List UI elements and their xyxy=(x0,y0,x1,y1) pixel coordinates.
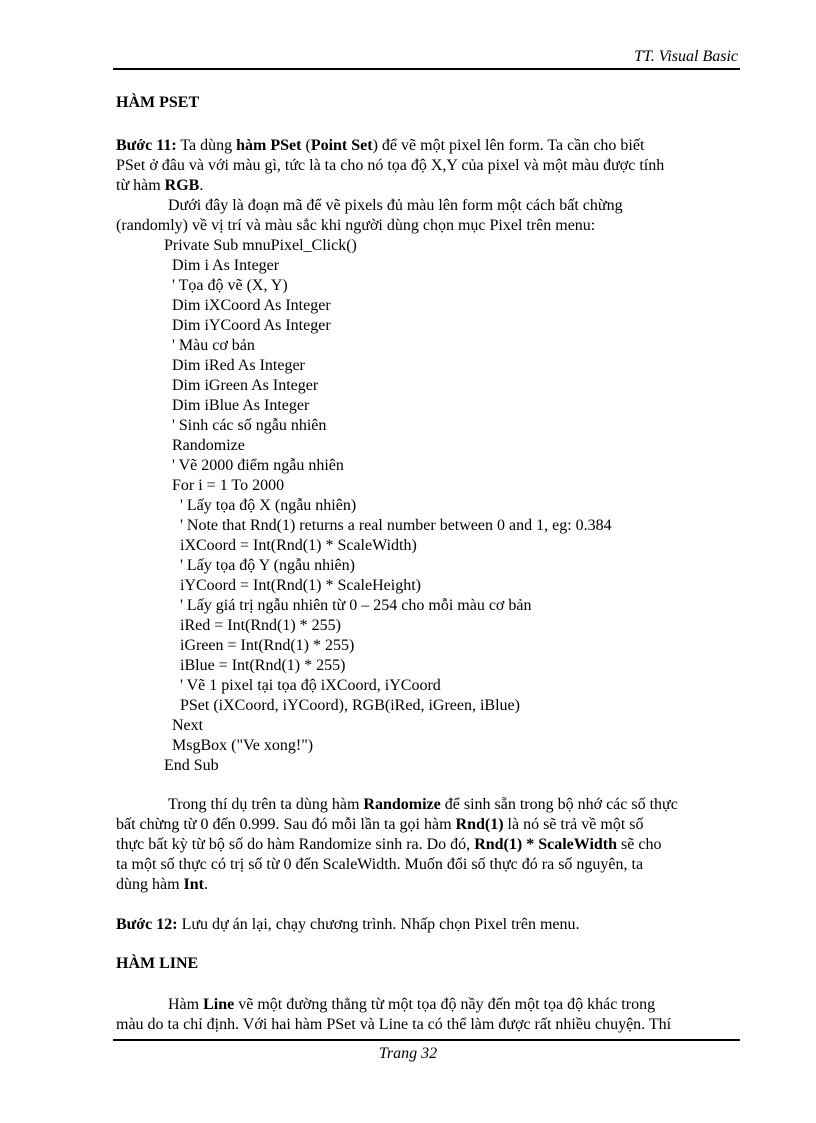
explanation-line-5-end: . xyxy=(204,876,208,893)
step-12-text: Lưu dự án lại, chạy chương trình. Nhấp chọn Pixel trên menu. xyxy=(177,916,580,933)
step-11-line-3-text: từ hàm xyxy=(116,177,165,194)
code-line: ' Lấy tọa độ Y (ngẫu nhiên) xyxy=(164,557,355,574)
code-line: MsgBox ("Ve xong!") xyxy=(164,737,314,754)
explanation-int: Int xyxy=(183,876,204,893)
code-line: Dim iYCoord As Integer xyxy=(164,317,331,334)
code-line: ' Vẽ 1 pixel tại tọa độ iXCoord, iYCoord xyxy=(164,677,441,694)
code-line: iRed = Int(Rnd(1) * 255) xyxy=(164,617,341,634)
explanation-rnd: Rnd(1) xyxy=(455,816,504,833)
explanation-line-2 xyxy=(116,815,740,835)
code-line: Dim iGreen As Integer xyxy=(164,377,319,394)
heading-pset: HÀM PSET xyxy=(116,94,200,111)
line-para-text-1: Hàm xyxy=(168,996,204,1013)
code-block xyxy=(164,236,788,776)
code-line: ' Note that Rnd(1) returns a real number between 0 and 1, eg: 0.384 xyxy=(164,517,612,534)
code-line: Dim iBlue As Integer xyxy=(164,397,310,414)
explanation-line-4: ta một số thực có trị số từ 0 đến ScaleWidth. Muốn đổi số thực đó ra số nguyên, ta xyxy=(116,856,644,873)
code-line: iXCoord = Int(Rnd(1) * ScaleWidth) xyxy=(164,537,417,554)
code-line: iYCoord = Int(Rnd(1) * ScaleHeight) xyxy=(164,577,421,594)
explanation-line-3 xyxy=(116,835,740,855)
code-line: Private Sub mnuPixel_Click() xyxy=(164,237,357,254)
step-12-label: Bước 12: xyxy=(116,916,178,933)
explanation-line-2-text: bất chừng từ 0 đến 0.999. Sau đó mỗi lần ta gọi hàm xyxy=(116,816,456,833)
step-12-line xyxy=(116,915,740,935)
explanation-line-1-text: Trong thí dụ trên ta dùng hàm xyxy=(168,796,364,813)
code-line: ' Màu cơ bản xyxy=(164,337,255,354)
line-para-text-2: vẽ một đường thẳng từ một tọa độ nầy đến một tọa độ khác trong xyxy=(234,996,656,1013)
heading-line: HÀM LINE xyxy=(116,955,199,972)
code-line: For i = 1 To 2000 xyxy=(164,477,285,494)
explanation-paragraph xyxy=(116,795,740,895)
step-11-line-2: PSet ở đâu và với màu gì, tức là ta cho nó tọa độ X,Y của pixel và một màu được tính xyxy=(116,157,665,174)
step-11-line-3 xyxy=(116,176,740,196)
code-line: Dim iXCoord As Integer xyxy=(164,297,331,314)
step-11-label: Bước 11: xyxy=(116,137,177,154)
explanation-rnd-scalewidth: Rnd(1) * ScaleWidth xyxy=(474,836,618,853)
code-line: PSet (iXCoord, iYCoord), RGB(iRed, iGreen, iBlue) xyxy=(164,697,520,714)
step-11-paragraph xyxy=(116,136,740,196)
step-12-paragraph xyxy=(116,915,740,935)
code-line: Dim iRed As Integer xyxy=(164,357,305,374)
explanation-line-5 xyxy=(116,875,740,895)
header-rule xyxy=(113,68,740,70)
line-para-line-1 xyxy=(116,995,740,1015)
step-11-line-3-end: . xyxy=(199,177,204,194)
code-line: iGreen = Int(Rnd(1) * 255) xyxy=(164,637,355,654)
code-line: Randomize xyxy=(164,437,245,454)
code-line: ' Lấy tọa độ X (ngẫu nhiên) xyxy=(164,497,357,514)
footer-rule xyxy=(113,1039,740,1041)
explanation-line-5-text: dùng hàm xyxy=(116,876,184,893)
explanation-line-3-text: thực bất kỳ từ bộ số do hàm Randomize sinh ra. Do đó, xyxy=(116,836,475,853)
code-line: ' Vẽ 2000 điểm ngẫu nhiên xyxy=(164,457,344,474)
step-11-text-2: ( xyxy=(301,137,311,154)
code-line: ' Tọa độ vẽ (X, Y) xyxy=(164,277,288,294)
explanation-line-3-end: sẽ cho xyxy=(617,836,662,853)
code-line: End Sub xyxy=(164,757,219,774)
code-line: Dim i As Integer xyxy=(164,257,280,274)
page-number: Trang 32 xyxy=(378,1045,438,1062)
line-paragraph xyxy=(116,995,740,1035)
explanation-line-2-end: là nó sẽ trả về một số xyxy=(503,816,644,833)
step-11-text-1: Ta dùng xyxy=(176,137,237,154)
explanation-line-1-end: để sinh sẵn trong bộ nhớ các số thực xyxy=(440,796,678,813)
header-title: TT. Visual Basic xyxy=(634,48,738,65)
code-line: ' Sinh các số ngẫu nhiên xyxy=(164,417,327,434)
code-line: ' Lấy giá trị ngẫu nhiên từ 0 – 254 cho mỗi màu cơ bản xyxy=(164,597,532,614)
intro-paragraph xyxy=(116,196,740,236)
step-11-line-1 xyxy=(116,136,740,156)
step-11-text-3: ) để vẽ một pixel lên form. Ta cần cho biết xyxy=(372,137,645,154)
code-line: Next xyxy=(164,717,204,734)
explanation-randomize: Randomize xyxy=(363,796,441,813)
intro-line-1 xyxy=(116,196,740,216)
step-11-bold-1: hàm PSet xyxy=(236,137,302,154)
explanation-line-1 xyxy=(116,795,740,815)
intro-line-2: (randomly) về vị trí và màu sắc khi người dùng chọn mục Pixel trên menu: xyxy=(116,217,596,234)
code-line: iBlue = Int(Rnd(1) * 255) xyxy=(164,657,346,674)
line-para-bold: Line xyxy=(203,996,235,1013)
intro-line-1-text: Dưới đây là đoạn mã để vẽ pixels đủ màu lên form một cách bất chừng xyxy=(168,197,623,214)
step-11-bold-2: Point Set xyxy=(310,137,373,154)
step-11-rgb: RGB xyxy=(164,177,200,194)
line-para-line-2: màu do ta chỉ định. Với hai hàm PSet và Line ta có thể làm được rất nhiều chuyện. Thí xyxy=(116,1016,672,1033)
